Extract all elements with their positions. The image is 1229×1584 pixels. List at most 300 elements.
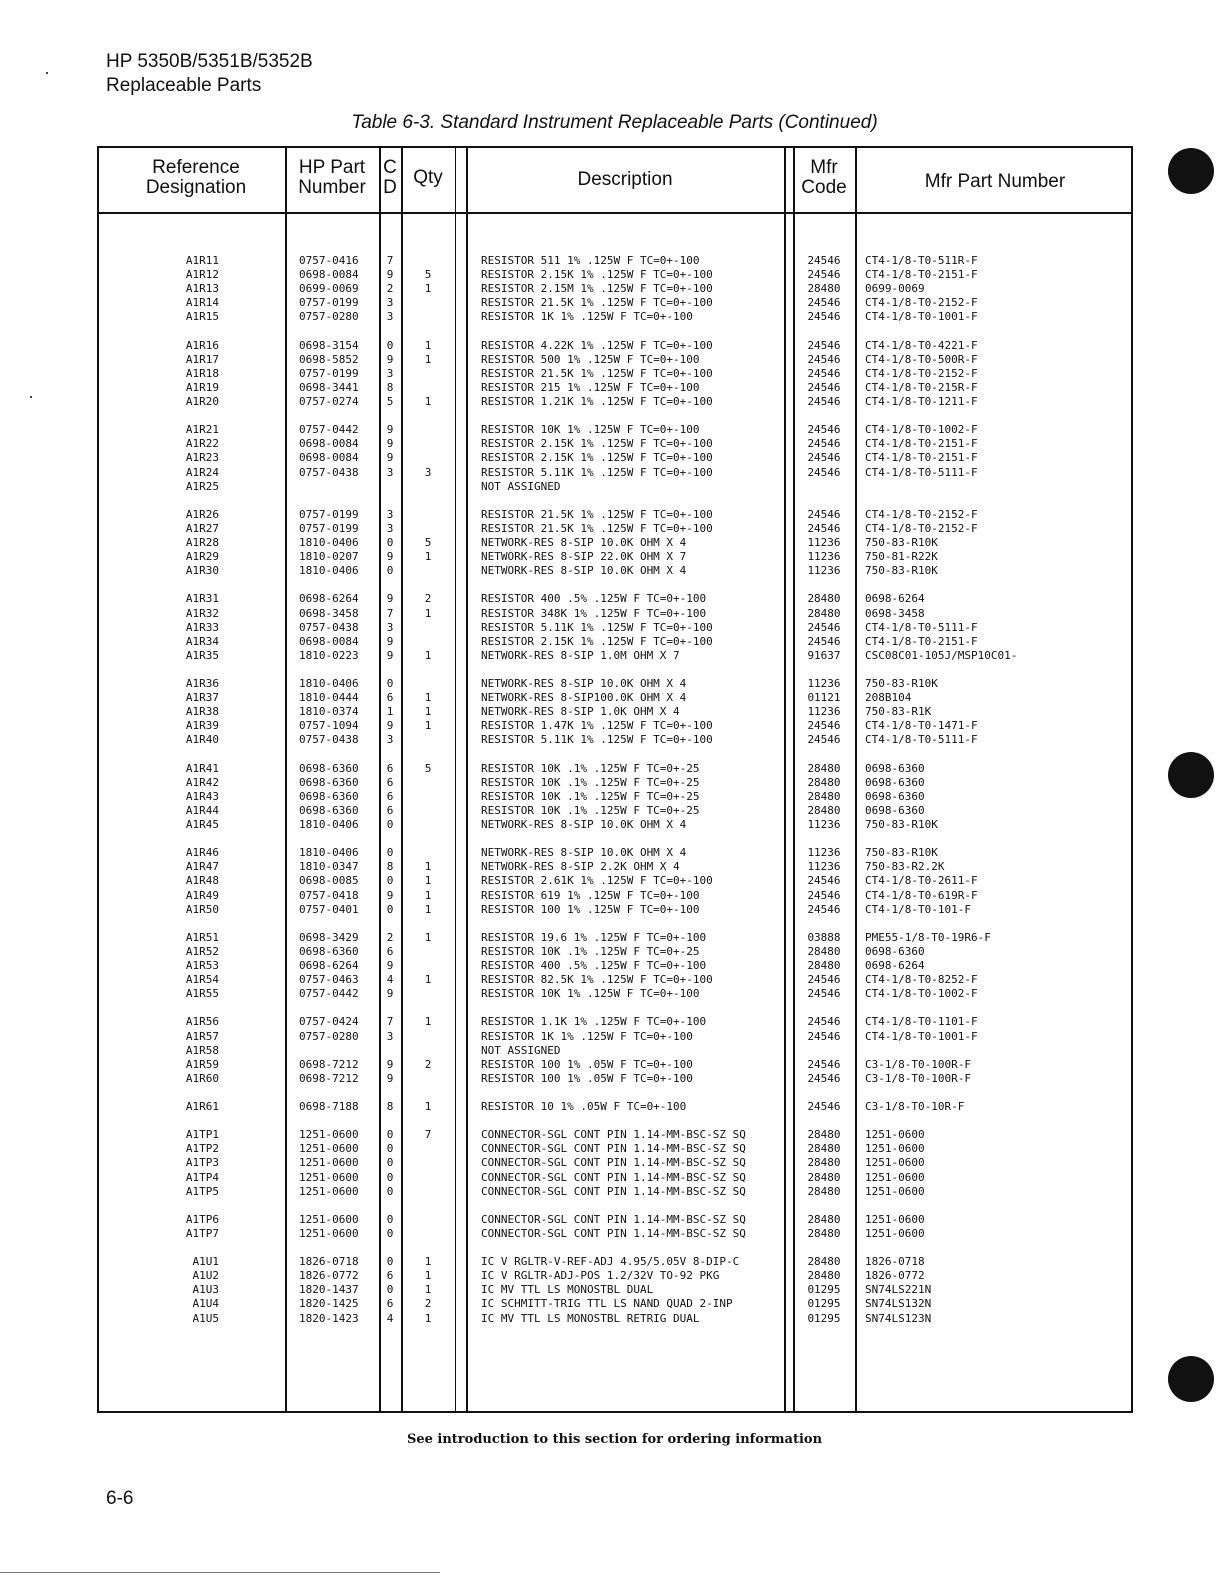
cell-mpn: 1826-0772 xyxy=(865,1269,925,1283)
cell-ref: A1R14 xyxy=(185,296,219,310)
cell-part: 1810-0406 xyxy=(299,818,359,831)
cell-qty: 1 xyxy=(424,874,432,888)
cell-ref: A1R27 xyxy=(185,521,219,535)
cell-desc: RESISTOR 2.15K 1% .125W F TC=0+-100 xyxy=(481,634,713,648)
cell-qty: 1 xyxy=(424,1311,432,1325)
cell-ref: A1R36 xyxy=(185,677,219,690)
cell-mpn: CT4-1/8-T0-2151-F xyxy=(865,437,978,451)
cell-part: 1251-0600 xyxy=(299,1128,359,1142)
cell-mpn: CT4-1/8-T0-2151-F xyxy=(865,634,978,648)
cell-mfr: 28480 xyxy=(807,1128,841,1142)
page-number: 6-6 xyxy=(106,1488,134,1509)
cell-mfr: 28480 xyxy=(807,1170,841,1184)
cell-mpn: CT4-1/8-T0-511R-F xyxy=(865,254,978,267)
cell-mpn: 750-83-R10K xyxy=(865,536,938,549)
col-header-description: Description xyxy=(577,169,673,190)
cell-ref: A1R56 xyxy=(185,1015,219,1029)
cell-ref: A1R59 xyxy=(185,1057,219,1071)
cell-desc: NETWORK-RES 8-SIP 22.0K OHM X 7 xyxy=(481,550,687,564)
cell-ref: A1R33 xyxy=(185,620,219,634)
cell-desc: NETWORK-RES 8-SIP 10.0K OHM X 4 xyxy=(481,536,687,549)
cell-mfr: 24546 xyxy=(807,338,841,352)
cell-part: 0757-0199 xyxy=(299,521,359,535)
cell-qty: 2 xyxy=(424,592,432,606)
cell-mfr: 24546 xyxy=(807,268,841,282)
cell-ref: A1R41 xyxy=(185,761,219,775)
cell-cd: 9 xyxy=(386,352,394,366)
cell-mpn: SN74LS123N xyxy=(865,1311,932,1325)
cell-part: 1810-0347 xyxy=(299,860,359,874)
cell-mpn: CT4-1/8-T0-101-F xyxy=(865,902,971,916)
cell-ref: A1R48 xyxy=(185,874,219,888)
cell-cd: 0 xyxy=(386,1212,394,1226)
cell-desc: CONNECTOR-SGL CONT PIN 1.14-MM-BSC-SZ SQ xyxy=(481,1226,746,1240)
cell-desc: RESISTOR 5.11K 1% .125W F TC=0+-100 xyxy=(481,733,713,747)
cell-mfr: 28480 xyxy=(807,1255,841,1269)
cell-mfr: 24546 xyxy=(807,310,841,324)
cell-qty: 7 xyxy=(424,1128,432,1142)
cell-ref: A1U5 xyxy=(192,1311,219,1325)
cell-mpn: CT4-1/8-T0-215R-F xyxy=(865,380,978,394)
cell-ref: A1R49 xyxy=(185,888,219,902)
cell-desc: IC V RGLTR-ADJ-POS 1.2/32V TO-92 PKG xyxy=(481,1269,720,1283)
cell-part: 1251-0600 xyxy=(299,1142,359,1156)
cell-desc: RESISTOR 10K .1% .125W F TC=0+-25 xyxy=(481,789,700,803)
cell-cd: 3 xyxy=(386,296,394,310)
cell-cd: 6 xyxy=(386,789,394,803)
cell-cd: 3 xyxy=(386,620,394,634)
cell-cd: 0 xyxy=(386,1255,394,1269)
cell-mpn: 1251-0600 xyxy=(865,1170,925,1184)
cell-qty: 1 xyxy=(424,1283,432,1297)
cell-mpn: C3-1/8-T0-100R-F xyxy=(865,1071,971,1085)
cell-mpn: 0698-6360 xyxy=(865,944,925,958)
cell-mfr: 28480 xyxy=(807,1226,841,1240)
cell-desc: NETWORK-RES 8-SIP 1.0K OHM X 4 xyxy=(481,705,680,719)
cell-cd: 6 xyxy=(386,1297,394,1311)
cell-ref: A1R21 xyxy=(185,423,219,437)
cell-ref: A1R12 xyxy=(185,268,219,282)
cell-part: 0757-0280 xyxy=(299,1029,359,1043)
cell-ref: A1R15 xyxy=(185,310,219,324)
cell-mpn: 1251-0600 xyxy=(865,1184,925,1198)
cell-ref: A1R45 xyxy=(185,818,219,831)
cell-ref: A1R58 xyxy=(185,1043,219,1057)
cell-mfr: 28480 xyxy=(807,606,841,620)
cell-qty: 1 xyxy=(424,282,432,296)
cell-ref: A1TP6 xyxy=(185,1212,219,1226)
cell-part: 0757-0416 xyxy=(299,254,359,267)
cell-cd: 8 xyxy=(386,1100,394,1113)
cell-qty: 5 xyxy=(424,536,432,549)
header-model: HP 5350B/5351B/5352B xyxy=(106,51,313,72)
cell-ref: A1R24 xyxy=(185,465,219,479)
cell-desc: CONNECTOR-SGL CONT PIN 1.14-MM-BSC-SZ SQ xyxy=(481,1212,746,1226)
cell-mpn: CT4-1/8-T0-1001-F xyxy=(865,1029,978,1043)
cell-ref: A1R46 xyxy=(185,846,219,860)
cell-mfr: 01295 xyxy=(807,1297,841,1311)
cell-ref: A1U4 xyxy=(192,1297,219,1311)
cell-mpn: 0698-6360 xyxy=(865,775,925,789)
cell-qty: 1 xyxy=(424,691,432,705)
cell-cd: 0 xyxy=(386,1283,394,1297)
cell-ref: A1R43 xyxy=(185,789,219,803)
cell-mpn: 1251-0600 xyxy=(865,1156,925,1170)
cell-part: 0757-0199 xyxy=(299,507,359,521)
cell-ref: A1R30 xyxy=(185,564,219,578)
cell-part: 1810-0207 xyxy=(299,550,359,564)
parts-table xyxy=(97,146,1133,1413)
cell-part: 0698-3441 xyxy=(299,380,359,394)
cell-qty: 1 xyxy=(424,395,432,408)
cell-ref: A1R34 xyxy=(185,634,219,648)
cell-desc: RESISTOR 10K 1% .125W F TC=0+-100 xyxy=(481,987,700,1001)
cell-ref: A1R44 xyxy=(185,803,219,817)
cell-part: 0757-0418 xyxy=(299,888,359,902)
cell-mfr: 24546 xyxy=(807,874,841,888)
cell-mpn: CT4-1/8-T0-2152-F xyxy=(865,366,978,380)
cell-mpn: CT4-1/8-T0-8252-F xyxy=(865,973,978,987)
cell-ref: A1R16 xyxy=(185,338,219,352)
cell-desc: CONNECTOR-SGL CONT PIN 1.14-MM-BSC-SZ SQ xyxy=(481,1142,746,1156)
cell-part: 0698-6360 xyxy=(299,944,359,958)
col-header-reference: Reference Designation xyxy=(145,157,247,198)
cell-ref: A1R42 xyxy=(185,775,219,789)
header-divider xyxy=(99,212,1131,214)
cell-desc: RESISTOR 2.15K 1% .125W F TC=0+-100 xyxy=(481,437,713,451)
cell-part: 0757-0424 xyxy=(299,1015,359,1029)
cell-mfr: 28480 xyxy=(807,1142,841,1156)
cell-ref: A1R39 xyxy=(185,719,219,733)
cell-desc: RESISTOR 2.15M 1% .125W F TC=0+-100 xyxy=(481,282,713,296)
cell-part: 0699-0069 xyxy=(299,282,359,296)
cell-qty: 5 xyxy=(424,761,432,775)
scan-speck xyxy=(30,396,32,398)
cell-cd: 0 xyxy=(386,564,394,578)
cell-desc: RESISTOR 10K .1% .125W F TC=0+-25 xyxy=(481,775,700,789)
cell-mfr: 28480 xyxy=(807,761,841,775)
cell-mfr: 11236 xyxy=(807,846,841,860)
cell-mfr: 11236 xyxy=(807,705,841,719)
cell-cd: 9 xyxy=(386,959,394,972)
cell-cd: 9 xyxy=(386,451,394,465)
cell-qty: 1 xyxy=(424,902,432,916)
cell-part: 0757-1094 xyxy=(299,719,359,733)
cell-desc: RESISTOR 400 .5% .125W F TC=0+-100 xyxy=(481,592,707,606)
cell-desc: NETWORK-RES 8-SIP100.0K OHM X 4 xyxy=(481,691,687,705)
cell-mfr: 24546 xyxy=(807,733,841,747)
cell-desc: RESISTOR 2.61K 1% .125W F TC=0+-100 xyxy=(481,874,713,888)
cell-mpn: 750-83-R1K xyxy=(865,705,932,719)
cell-part: 0757-0438 xyxy=(299,465,359,479)
cell-cd: 0 xyxy=(386,1128,394,1142)
cell-mfr: 24546 xyxy=(807,973,841,987)
cell-mfr: 91637 xyxy=(807,648,841,662)
cell-mfr: 24546 xyxy=(807,437,841,451)
cell-ref: A1TP3 xyxy=(185,1156,219,1170)
col-header-mfr-code: Mfr Code xyxy=(801,157,847,198)
cell-mpn: 750-83-R10K xyxy=(865,846,938,860)
cell-desc: NETWORK-RES 8-SIP 10.0K OHM X 4 xyxy=(481,564,687,578)
cell-part: 0698-0084 xyxy=(299,634,359,648)
cell-cd: 0 xyxy=(386,1184,394,1198)
cell-mpn: C3-1/8-T0-10R-F xyxy=(865,1100,965,1113)
cell-desc: RESISTOR 100 1% .05W F TC=0+-100 xyxy=(481,1057,693,1071)
cell-mpn: 1251-0600 xyxy=(865,1226,925,1240)
cell-part: 0698-6360 xyxy=(299,789,359,803)
cell-qty: 1 xyxy=(424,930,432,944)
cell-qty: 1 xyxy=(424,1015,432,1029)
cell-qty: 1 xyxy=(424,705,432,719)
cell-mpn: 750-83-R10K xyxy=(865,564,938,578)
col-header-cd: C D xyxy=(383,157,397,198)
cell-cd: 0 xyxy=(386,846,394,860)
cell-cd: 9 xyxy=(386,1071,394,1085)
cell-mpn: CT4-1/8-T0-2152-F xyxy=(865,296,978,310)
cell-mpn: CT4-1/8-T0-1002-F xyxy=(865,987,978,1001)
cell-mfr: 24546 xyxy=(807,634,841,648)
ordering-note: See introduction to this section for ordering information xyxy=(406,1432,823,1447)
cell-part: 0698-7212 xyxy=(299,1071,359,1085)
cell-mfr: 24546 xyxy=(807,1057,841,1071)
cell-mpn: CT4-1/8-T0-2152-F xyxy=(865,507,978,521)
cell-part: 1251-0600 xyxy=(299,1184,359,1198)
cell-ref: A1TP5 xyxy=(185,1184,219,1198)
cell-desc: NOT ASSIGNED xyxy=(481,1043,561,1057)
cell-mfr: 24546 xyxy=(807,1100,841,1113)
cell-desc: RESISTOR 1.47K 1% .125W F TC=0+-100 xyxy=(481,719,713,733)
cell-part: 0757-0442 xyxy=(299,423,359,437)
cell-mfr: 11236 xyxy=(807,860,841,874)
cell-desc: RESISTOR 21.5K 1% .125W F TC=0+-100 xyxy=(481,507,713,521)
cell-desc: CONNECTOR-SGL CONT PIN 1.14-MM-BSC-SZ SQ xyxy=(481,1128,746,1142)
cell-mpn: 750-81-R22K xyxy=(865,550,938,564)
cell-mpn: CT4-1/8-T0-619R-F xyxy=(865,888,978,902)
cell-cd: 7 xyxy=(386,606,394,620)
cell-mfr: 24546 xyxy=(807,1015,841,1029)
scan-speck xyxy=(46,72,48,74)
cell-ref: A1TP2 xyxy=(185,1142,219,1156)
cell-cd: 6 xyxy=(386,775,394,789)
cell-ref: A1R11 xyxy=(185,254,219,267)
cell-desc: CONNECTOR-SGL CONT PIN 1.14-MM-BSC-SZ SQ xyxy=(481,1184,746,1198)
cell-part: 0757-0463 xyxy=(299,973,359,987)
cell-mpn: CT4-1/8-T0-2151-F xyxy=(865,268,978,282)
cell-mpn: 0698-6360 xyxy=(865,761,925,775)
cell-desc: RESISTOR 400 .5% .125W F TC=0+-100 xyxy=(481,959,707,972)
cell-part: 1820-1425 xyxy=(299,1297,359,1311)
cell-ref: A1R35 xyxy=(185,648,219,662)
cell-mfr: 11236 xyxy=(807,536,841,549)
cell-mfr: 03888 xyxy=(807,930,841,944)
cell-qty: 1 xyxy=(424,860,432,874)
cell-part: 0757-0199 xyxy=(299,296,359,310)
cell-cd: 8 xyxy=(386,860,394,874)
cell-desc: RESISTOR 4.22K 1% .125W F TC=0+-100 xyxy=(481,338,713,352)
cell-ref: A1R28 xyxy=(185,536,219,549)
cell-cd: 7 xyxy=(386,1015,394,1029)
cell-mfr: 24546 xyxy=(807,395,841,408)
cell-mpn: 750-83-R2.2K xyxy=(865,860,945,874)
cell-part: 1826-0772 xyxy=(299,1269,359,1283)
cell-cd: 0 xyxy=(386,338,394,352)
cell-desc: NETWORK-RES 8-SIP 2.2K OHM X 4 xyxy=(481,860,680,874)
cell-mpn: SN74LS132N xyxy=(865,1297,932,1311)
column-divider xyxy=(855,148,857,1411)
cell-cd: 9 xyxy=(386,987,394,1001)
cell-mfr: 01121 xyxy=(807,691,841,705)
cell-part: 0757-0438 xyxy=(299,733,359,747)
cell-desc: RESISTOR 100 1% .05W F TC=0+-100 xyxy=(481,1071,693,1085)
cell-cd: 3 xyxy=(386,733,394,747)
cell-ref: A1U2 xyxy=(192,1269,219,1283)
cell-desc: NETWORK-RES 8-SIP 10.0K OHM X 4 xyxy=(481,818,687,831)
cell-cd: 9 xyxy=(386,1057,394,1071)
cell-mfr: 28480 xyxy=(807,789,841,803)
cell-qty: 1 xyxy=(424,1255,432,1269)
cell-mfr: 24546 xyxy=(807,296,841,310)
cell-cd: 9 xyxy=(386,719,394,733)
cell-ref: A1R29 xyxy=(185,550,219,564)
cell-part: 1826-0718 xyxy=(299,1255,359,1269)
cell-mfr: 24546 xyxy=(807,521,841,535)
cell-mfr: 24546 xyxy=(807,352,841,366)
cell-part: 0757-0280 xyxy=(299,310,359,324)
cell-desc: CONNECTOR-SGL CONT PIN 1.14-MM-BSC-SZ SQ xyxy=(481,1156,746,1170)
cell-part: 0698-0084 xyxy=(299,437,359,451)
cell-cd: 6 xyxy=(386,691,394,705)
cell-ref: A1U3 xyxy=(192,1283,219,1297)
cell-cd: 6 xyxy=(386,803,394,817)
cell-desc: RESISTOR 2.15K 1% .125W F TC=0+-100 xyxy=(481,451,713,465)
cell-mpn: 0698-6264 xyxy=(865,592,925,606)
cell-desc: RESISTOR 100 1% .125W F TC=0+-100 xyxy=(481,902,700,916)
cell-mfr: 28480 xyxy=(807,1269,841,1283)
cell-desc: RESISTOR 19.6 1% .125W F TC=0+-100 xyxy=(481,930,707,944)
cell-qty: 1 xyxy=(424,973,432,987)
cell-cd: 0 xyxy=(386,1226,394,1240)
cell-mpn: CT4-1/8-T0-1471-F xyxy=(865,719,978,733)
cell-qty: 2 xyxy=(424,1057,432,1071)
cell-mpn: CT4-1/8-T0-2611-F xyxy=(865,874,978,888)
cell-desc: RESISTOR 10K .1% .125W F TC=0+-25 xyxy=(481,803,700,817)
cell-desc: IC MV TTL LS MONOSTBL RETRIG DUAL xyxy=(481,1311,700,1325)
cell-mfr: 28480 xyxy=(807,592,841,606)
cell-cd: 9 xyxy=(386,634,394,648)
cell-mfr: 28480 xyxy=(807,775,841,789)
cell-cd: 9 xyxy=(386,888,394,902)
cell-ref: A1R38 xyxy=(185,705,219,719)
cell-cd: 3 xyxy=(386,465,394,479)
cell-desc: RESISTOR 10K .1% .125W F TC=0+-25 xyxy=(481,761,700,775)
cell-cd: 0 xyxy=(386,1142,394,1156)
cell-cd: 6 xyxy=(386,1269,394,1283)
cell-cd: 9 xyxy=(386,648,394,662)
cell-cd: 3 xyxy=(386,310,394,324)
cell-ref: A1U1 xyxy=(192,1255,219,1269)
cell-desc: NETWORK-RES 8-SIP 10.0K OHM X 4 xyxy=(481,846,687,860)
cell-part: 1810-0406 xyxy=(299,846,359,860)
table-title: Table 6-3. Standard Instrument Replaceable Parts (Continued) xyxy=(351,112,878,133)
cell-qty: 1 xyxy=(424,888,432,902)
column-divider xyxy=(285,148,287,1411)
cell-mfr: 28480 xyxy=(807,1184,841,1198)
col-header-hp-part: HP Part Number xyxy=(298,157,366,198)
cell-ref: A1R52 xyxy=(185,944,219,958)
cell-ref: A1TP7 xyxy=(185,1226,219,1240)
cell-mpn: CT4-1/8-T0-5111-F xyxy=(865,733,978,747)
binder-hole-marker xyxy=(1168,148,1214,194)
cell-part: 0698-0085 xyxy=(299,874,359,888)
cell-part: 0698-0084 xyxy=(299,268,359,282)
cell-part: 0698-3429 xyxy=(299,930,359,944)
header-section: Replaceable Parts xyxy=(106,75,262,96)
cell-desc: RESISTOR 1K 1% .125W F TC=0+-100 xyxy=(481,310,693,324)
cell-desc: RESISTOR 348K 1% .125W F TC=0+-100 xyxy=(481,606,707,620)
cell-desc: NETWORK-RES 8-SIP 10.0K OHM X 4 xyxy=(481,677,687,690)
cell-cd: 3 xyxy=(386,521,394,535)
cell-mpn: CT4-1/8-T0-1002-F xyxy=(865,423,978,437)
cell-mfr: 28480 xyxy=(807,282,841,296)
cell-cd: 9 xyxy=(386,437,394,451)
cell-desc: CONNECTOR-SGL CONT PIN 1.14-MM-BSC-SZ SQ xyxy=(481,1170,746,1184)
cell-ref: A1R31 xyxy=(185,592,219,606)
cell-mfr: 28480 xyxy=(807,944,841,958)
cell-ref: A1R54 xyxy=(185,973,219,987)
cell-ref: A1R19 xyxy=(185,380,219,394)
cell-ref: A1R37 xyxy=(185,691,219,705)
cell-cd: 2 xyxy=(386,282,394,296)
cell-mfr: 11236 xyxy=(807,818,841,831)
cell-ref: A1R40 xyxy=(185,733,219,747)
cell-qty: 5 xyxy=(424,268,432,282)
cell-mfr: 24546 xyxy=(807,620,841,634)
cell-mpn: 0698-6264 xyxy=(865,959,925,972)
cell-mpn: 1826-0718 xyxy=(865,1255,925,1269)
cell-part: 0698-3458 xyxy=(299,606,359,620)
cell-ref: A1R50 xyxy=(185,902,219,916)
cell-desc: RESISTOR 21.5K 1% .125W F TC=0+-100 xyxy=(481,296,713,310)
cell-mfr: 01295 xyxy=(807,1311,841,1325)
cell-cd: 6 xyxy=(386,944,394,958)
cell-mpn: CT4-1/8-T0-4221-F xyxy=(865,338,978,352)
cell-ref: A1R60 xyxy=(185,1071,219,1085)
col-header-mfr-part-number: Mfr Part Number xyxy=(924,171,1066,192)
cell-mpn: CT4-1/8-T0-500R-F xyxy=(865,352,978,366)
cell-cd: 0 xyxy=(386,1170,394,1184)
cell-part: 0757-0199 xyxy=(299,366,359,380)
cell-mfr: 24546 xyxy=(807,902,841,916)
cell-part: 0698-6360 xyxy=(299,761,359,775)
cell-mfr: 24546 xyxy=(807,507,841,521)
cell-ref: A1R61 xyxy=(185,1100,219,1113)
cell-part: 0698-5852 xyxy=(299,352,359,366)
cell-mpn: 0698-6360 xyxy=(865,803,925,817)
cell-mfr: 11236 xyxy=(807,564,841,578)
cell-qty: 1 xyxy=(424,550,432,564)
cell-mfr: 24546 xyxy=(807,423,841,437)
cell-part: 0698-6360 xyxy=(299,775,359,789)
cell-desc: RESISTOR 500 1% .125W F TC=0+-100 xyxy=(481,352,700,366)
cell-desc: NOT ASSIGNED xyxy=(481,479,561,493)
cell-part: 0698-3154 xyxy=(299,338,359,352)
cell-part: 0698-6264 xyxy=(299,592,359,606)
col-header-qty: Qty xyxy=(413,167,443,188)
cell-desc: RESISTOR 10K 1% .125W F TC=0+-100 xyxy=(481,423,700,437)
cell-cd: 3 xyxy=(386,366,394,380)
cell-mfr: 24546 xyxy=(807,451,841,465)
cell-mpn: 0699-0069 xyxy=(865,282,925,296)
